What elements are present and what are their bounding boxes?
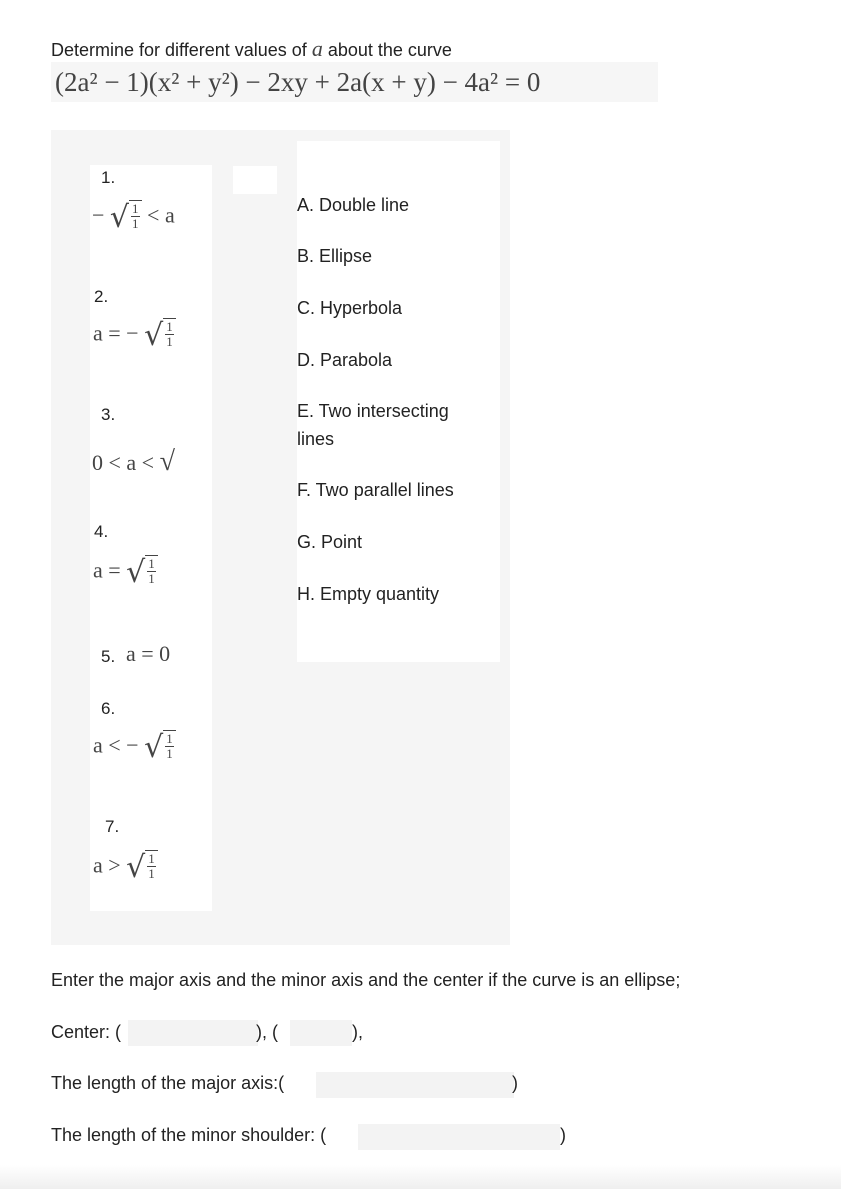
c6-sqrt: √ $\frac{1}{1}$ (144, 730, 176, 765)
footer-shadow (0, 1165, 841, 1189)
c4-pre: a = (93, 557, 121, 583)
option-b[interactable]: B. Ellipse (297, 246, 373, 266)
condition-7-expr[interactable] (93, 850, 158, 885)
question-title (51, 36, 452, 62)
condition-5-number: 5. (101, 647, 116, 666)
c1-den: 1 (132, 215, 139, 231)
c6-den: 1 (166, 745, 173, 761)
minor-axis-input[interactable] (358, 1124, 560, 1150)
curve-equation (51, 62, 658, 102)
option-e-continued[interactable]: lines (297, 429, 335, 449)
condition-3-expr[interactable] (92, 446, 175, 478)
c6-num: 1 (166, 730, 173, 746)
option-d[interactable]: D. Parabola (297, 350, 393, 370)
ellipse-prompt: Enter the major axis and the minor axis and the center if the curve is an ellipse; (51, 970, 681, 990)
c2-num: 1 (166, 318, 173, 334)
condition-3-number: 3. (101, 405, 116, 424)
condition-7-number: 7. (105, 817, 120, 836)
condition-6-expr[interactable] (93, 730, 176, 765)
condition-1-number: 1. (101, 168, 116, 187)
title-tail: about the curve (327, 40, 452, 60)
center-y-input[interactable] (290, 1020, 352, 1046)
c3-radical: √ (159, 446, 175, 477)
c3-expr: 0 < a < (92, 450, 155, 475)
c7-sqrt: √ $\frac{1}{1}$ (126, 850, 158, 885)
major-axis-label: The length of the major axis:( (51, 1073, 285, 1093)
condition-1-expr[interactable] (92, 200, 175, 235)
answer-drop-slot[interactable] (233, 166, 277, 194)
c7-pre: a > (93, 852, 121, 878)
option-a[interactable]: A. Double line (297, 195, 410, 215)
c1-num: 1 (132, 200, 139, 216)
option-h[interactable]: H. Empty quantity (297, 584, 440, 604)
c1-post: < a (147, 202, 175, 228)
option-g[interactable]: G. Point (297, 532, 363, 552)
minor-axis-label: The length of the minor shoulder: ( (51, 1125, 327, 1145)
c7-den: 1 (148, 865, 155, 881)
option-e[interactable]: E. Two intersecting (297, 401, 449, 421)
c4-num: 1 (148, 555, 155, 571)
conditions-column (90, 165, 212, 911)
center-label: Center: ( (51, 1022, 122, 1042)
option-c[interactable]: C. Hyperbola (297, 298, 403, 318)
title-variable: a (311, 36, 323, 61)
c7-num: 1 (148, 850, 155, 866)
center-x-input[interactable] (128, 1020, 258, 1046)
condition-5-expr[interactable]: a = 0 (126, 641, 171, 666)
c6-pre: a < − (93, 732, 139, 758)
equation-text: (2a² − 1)(x² + y²) − 2xy + 2a(x + y) − 4a² = 0 (55, 67, 541, 97)
condition-4-expr[interactable] (93, 555, 158, 590)
major-axis-input[interactable] (316, 1072, 514, 1098)
condition-4-number: 4. (94, 522, 109, 541)
condition-2-expr[interactable] (93, 318, 176, 353)
condition-6-number: 6. (101, 699, 116, 718)
major-axis-end: ) (512, 1073, 518, 1093)
c2-den: 1 (166, 333, 173, 349)
c4-sqrt: √ $\frac{1}{1}$ (126, 555, 158, 590)
c2-sqrt: √ $\frac{1}{1}$ (144, 318, 176, 353)
minor-axis-end: ) (560, 1125, 566, 1145)
center-separator: ), ( (256, 1022, 278, 1042)
c2-pre: a = − (93, 320, 139, 346)
c4-den: 1 (148, 570, 155, 586)
title-text: Determine for different values of (51, 40, 307, 60)
c1-sqrt: √ $\frac{1}{1}$ (110, 200, 142, 235)
c1-pre: − (92, 202, 105, 228)
option-f[interactable]: F. Two parallel lines (297, 480, 454, 500)
center-end: ), (352, 1022, 363, 1042)
condition-2-number: 2. (94, 287, 109, 306)
